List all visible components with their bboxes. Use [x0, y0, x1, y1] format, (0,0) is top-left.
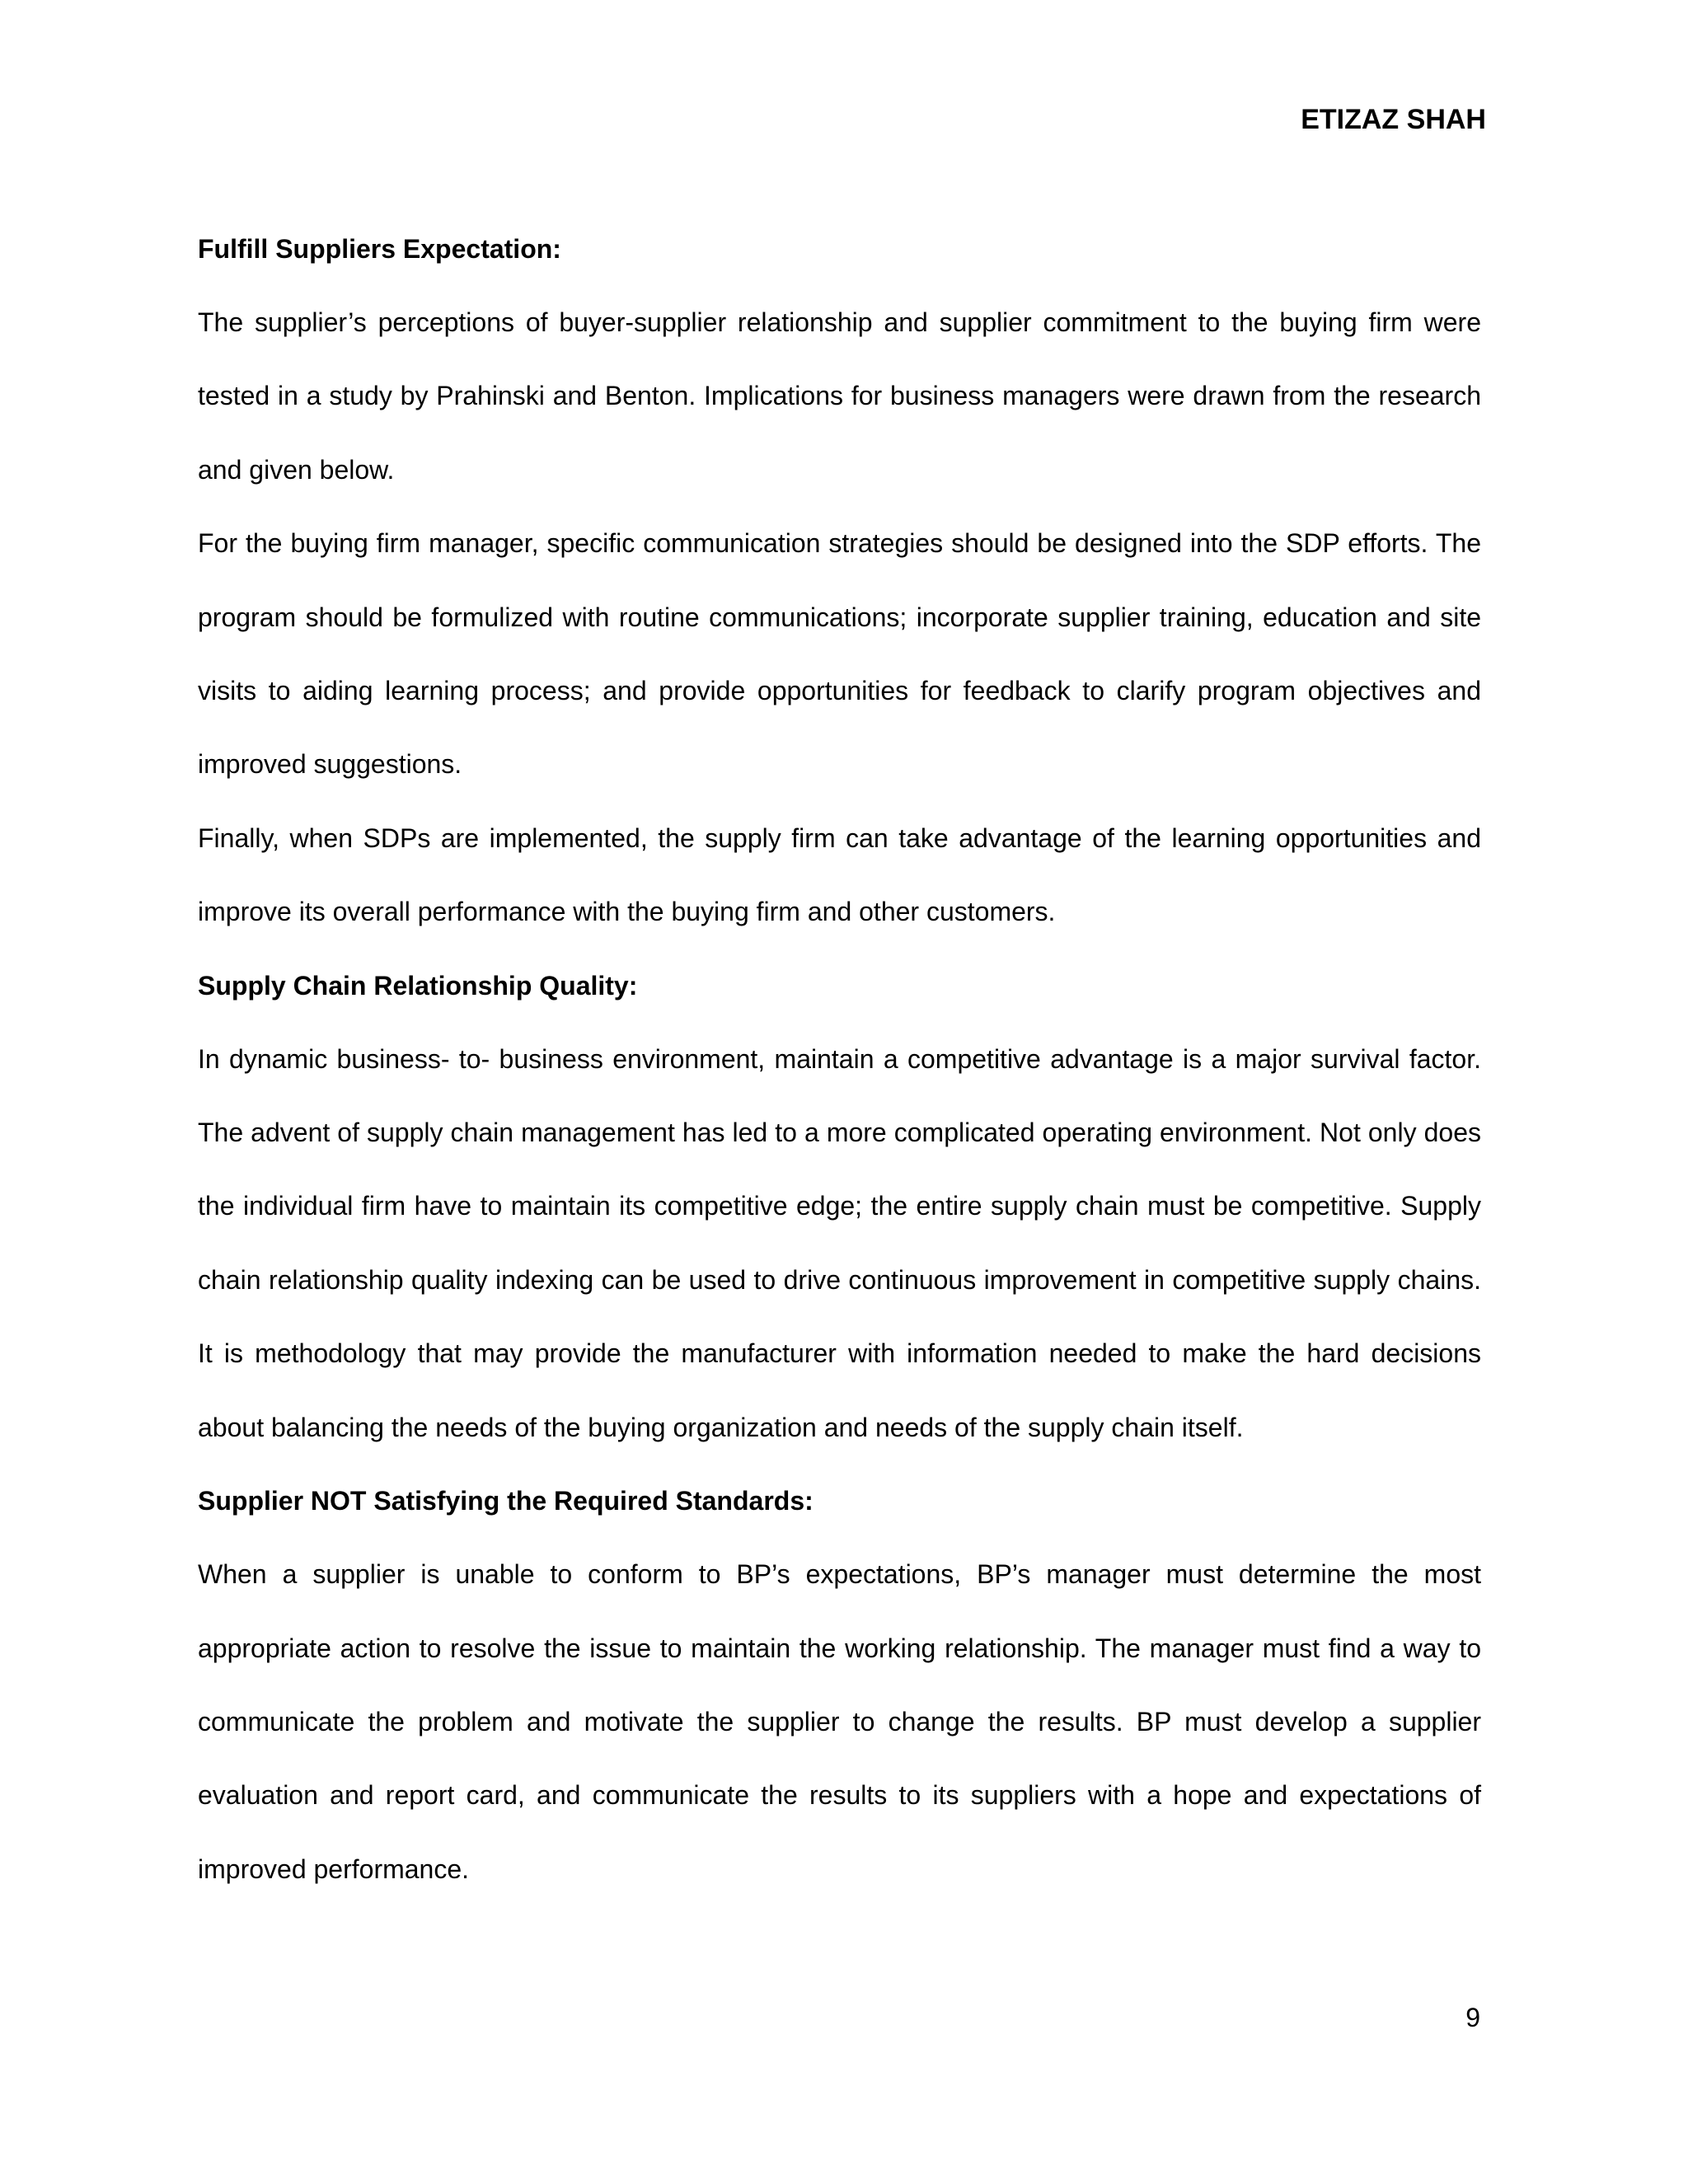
document-body — [198, 213, 1481, 1906]
section-supplier-not-satisfying-standards — [198, 1465, 1481, 1906]
header-author: ETIZAZ SHAH — [1301, 104, 1486, 135]
section-heading: Supply Chain Relationship Quality: — [198, 970, 638, 1001]
paragraph: In dynamic business- to- business environment, maintain a competitive advantage is a major survival factor. The advent of supply chain management has led to a more complicated operating environment. Not only does the individual firm have to maintain its competitive edge; the entire supply chain must be competitive. Supply chain relationship quality indexing can be used to drive continuous improvement in competitive supply chains. It is methodology that may provide the manufacturer with information needed to make the hard decisions about balancing the needs of the buying organization and needs of the supply chain itself. — [198, 1043, 1481, 1442]
section-supply-chain-relationship-quality — [198, 949, 1481, 1465]
section-heading: Supplier NOT Satisfying the Required Standards: — [198, 1486, 814, 1516]
section-heading: Fulfill Suppliers Expectation: — [198, 234, 561, 264]
paragraph: Finally, when SDPs are implemented, the supply firm can take advantage of the learning opportunities and improve its overall performance with the buying firm and other customers. — [198, 823, 1481, 927]
paragraph: For the buying firm manager, specific communication strategies should be designed into the SDP efforts. The program should be formulized with routine communications; incorporate supplier training, education and site visits to aiding learning process; and provide opportunities for feedback to clarify program objectives and improved suggestions. — [198, 528, 1481, 780]
paragraph: The supplier’s perceptions of buyer-supplier relationship and supplier commitment to the buying firm were tested in a study by Prahinski and Benton. Implications for business managers were drawn from the research and given below. — [198, 307, 1481, 485]
section-fulfill-suppliers-expectation — [198, 213, 1481, 949]
page-number: 9 — [1465, 2003, 1480, 2032]
paragraph: When a supplier is unable to conform to BP’s expectations, BP’s manager must determine the most appropriate action to resolve the issue to maintain the working relationship. The manager must find a way to communicate the problem and motivate the supplier to change the results. BP must develop a supplier evaluation and report card, and communicate the results to its suppliers with a hope and expectations of improved performance. — [198, 1559, 1481, 1884]
